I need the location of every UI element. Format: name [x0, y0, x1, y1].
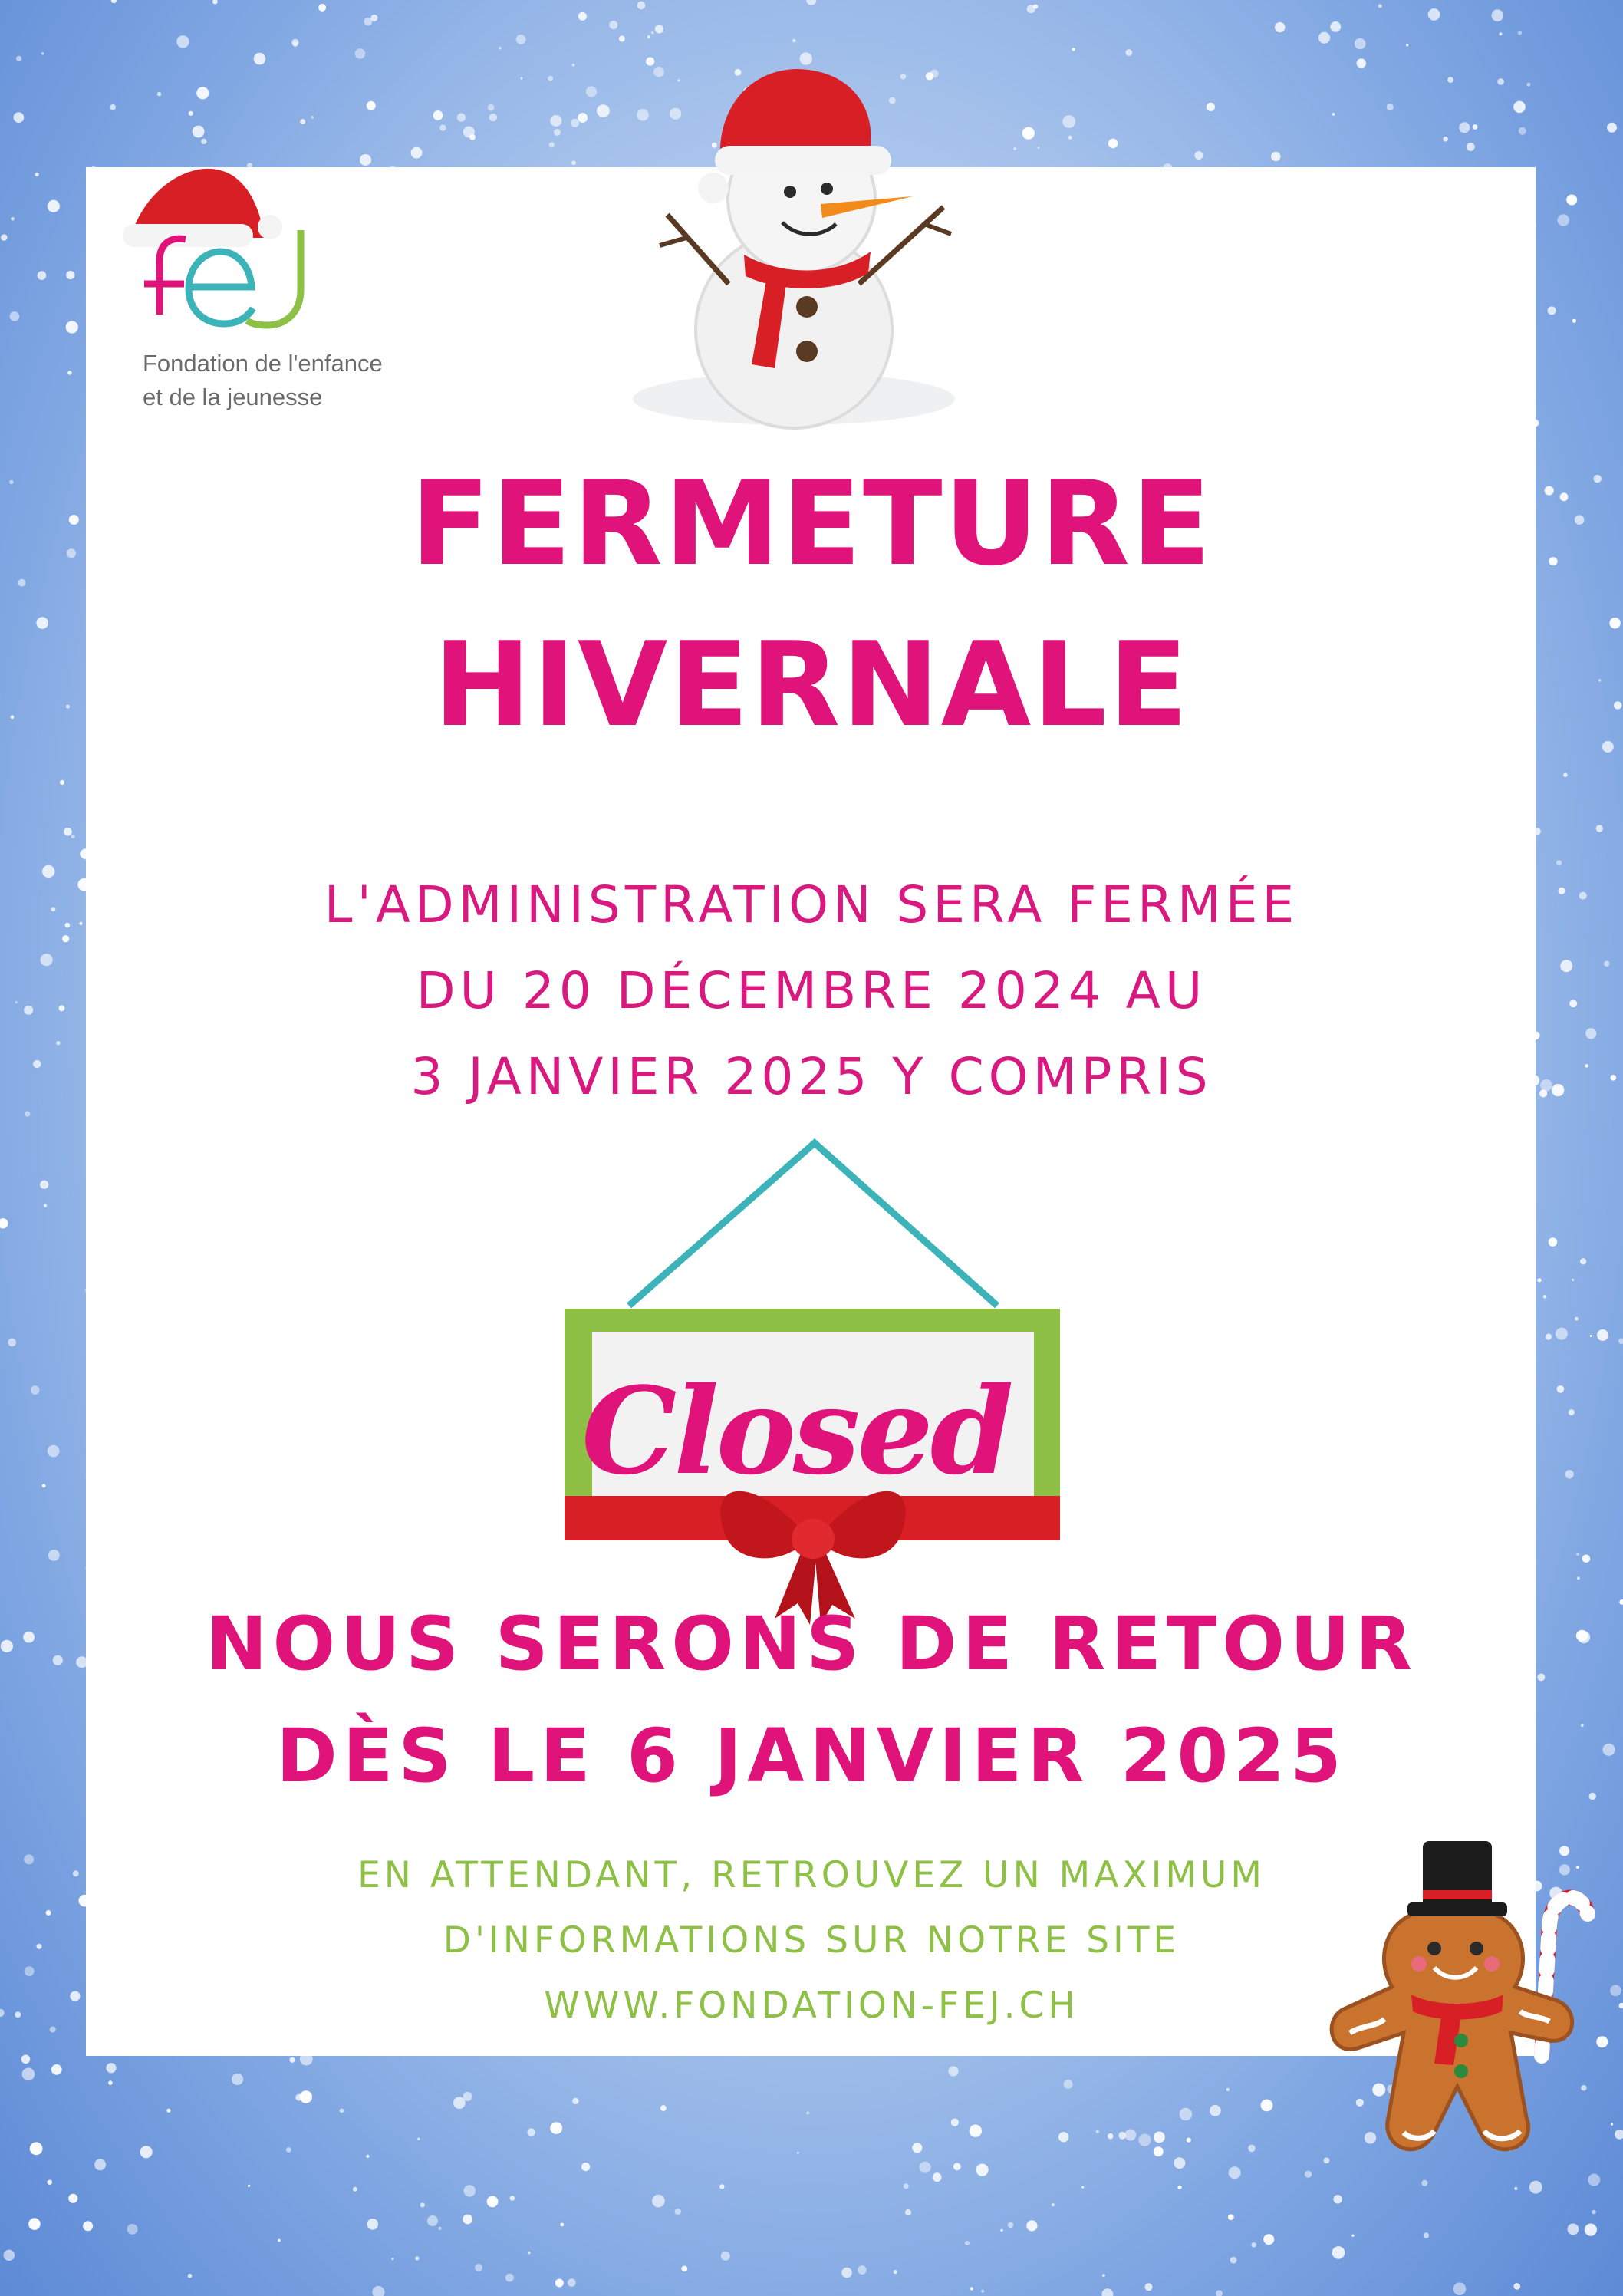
snowflake: [858, 2265, 867, 2275]
return-line1: NOUS SERONS DE RETOUR: [206, 1601, 1417, 1687]
snowflake: [1187, 2138, 1191, 2143]
snowflake: [364, 18, 373, 26]
snowflake: [278, 2239, 281, 2242]
snowflake: [527, 2128, 535, 2136]
snowflake: [417, 2138, 420, 2140]
snowflake: [948, 2066, 958, 2076]
snowflake: [1357, 58, 1366, 68]
website-link[interactable]: WWW.FONDATION-FEJ.CH: [544, 1985, 1079, 2027]
snowflake: [286, 2147, 291, 2153]
snowflake: [110, 104, 116, 110]
snowflake: [1499, 32, 1502, 35]
snowflake: [1138, 2134, 1151, 2146]
snowflake: [1567, 2224, 1579, 2235]
snowflake: [1064, 2080, 1073, 2089]
snowflake: [1101, 2288, 1113, 2296]
snowflake: [681, 2266, 687, 2272]
snowflake: [372, 2286, 384, 2296]
snowflake: [1576, 1553, 1579, 1556]
snowflake: [94, 2159, 106, 2170]
snowflake: [30, 2142, 43, 2155]
snowflake: [1108, 2133, 1114, 2140]
snowflake: [66, 321, 78, 333]
snowflake: [1611, 2123, 1613, 2125]
snowflake: [11, 217, 15, 221]
snowflake: [193, 126, 205, 138]
snowflake: [505, 2274, 514, 2282]
snowflake: [1027, 5, 1035, 13]
snowflake: [520, 77, 522, 80]
snowflake: [792, 39, 795, 42]
snowflake: [201, 139, 206, 144]
snowflake: [953, 2163, 961, 2170]
snowflake: [295, 2094, 302, 2101]
snowflake: [1072, 48, 1075, 51]
snowflake: [8, 1339, 16, 1347]
snowflake: [1261, 2100, 1273, 2112]
snowflake: [970, 2287, 973, 2290]
snowflake: [488, 104, 495, 111]
title-line1: FERMETURE: [410, 456, 1213, 591]
snowflake: [554, 129, 561, 136]
snowflake: [48, 1550, 60, 1561]
snowflake: [355, 48, 365, 58]
snowflake: [67, 371, 71, 374]
snowflake: [516, 35, 526, 44]
snowflake: [660, 2105, 667, 2111]
snowflake: [1154, 2146, 1164, 2156]
snowflake: [1210, 2105, 1221, 2116]
snowflake: [1102, 2274, 1105, 2277]
snowflake: [1000, 2229, 1002, 2232]
snowflake: [1194, 151, 1203, 160]
snowflake: [1229, 2166, 1241, 2179]
snowflake: [340, 2109, 344, 2113]
snowflake: [721, 2252, 730, 2261]
snowflake: [965, 2241, 970, 2245]
snowflake: [1572, 319, 1576, 323]
snowflake: [1226, 2088, 1230, 2091]
snowflake: [1588, 2174, 1600, 2186]
logo-name-line1: Fondation de l'enfance: [143, 350, 383, 377]
snowflake: [1355, 38, 1366, 50]
snowflake: [528, 2252, 531, 2255]
snowflake: [1615, 2130, 1623, 2140]
snowflake: [1473, 124, 1478, 130]
snowflake: [353, 2187, 357, 2192]
snowflake: [127, 2224, 138, 2235]
snowflake: [289, 2057, 295, 2063]
santa-hat-icon: [123, 169, 282, 247]
snowflake: [1124, 2130, 1136, 2141]
snowflake: [1424, 2232, 1429, 2238]
closed-sign-icon: [552, 1135, 1074, 1626]
snowflake: [1563, 773, 1568, 778]
snowflake: [586, 86, 597, 97]
snowflake: [1248, 2145, 1256, 2153]
snowflake: [1125, 49, 1132, 56]
snowflake: [1618, 1339, 1623, 1345]
snowflake: [42, 1484, 46, 1487]
snowflake: [10, 311, 20, 321]
snowflake: [675, 2209, 681, 2215]
info-line1: EN ATTENDANT, RETROUVEZ UN MAXIMUM: [357, 1854, 1266, 1896]
snowflake: [1263, 2234, 1274, 2245]
snowflake: [1585, 2224, 1597, 2236]
snowflake: [1565, 1470, 1573, 1478]
snowflake: [106, 2063, 116, 2073]
snowflake: [1058, 2132, 1068, 2142]
snowflake: [1332, 2246, 1345, 2259]
snowflake: [1596, 825, 1603, 832]
logo-name-line2: et de la jeunesse: [143, 384, 323, 410]
snowflake: [578, 113, 588, 123]
snowflake: [1081, 2186, 1084, 2189]
snowflake: [38, 271, 47, 280]
snowflake: [1228, 2214, 1234, 2220]
snowflake: [1154, 2132, 1165, 2143]
snowflake: [572, 2098, 578, 2104]
snowflake: [1527, 83, 1531, 87]
snowflake: [1580, 1258, 1586, 1264]
snowflake: [572, 64, 575, 67]
snowflake: [1447, 77, 1453, 83]
closed-sign-label: Closed: [581, 1361, 1011, 1501]
snowflake: [550, 2122, 562, 2134]
snowflake: [619, 36, 625, 42]
snowflake: [841, 2268, 852, 2278]
snowflake: [637, 2, 646, 10]
snowflake: [981, 2290, 984, 2293]
snowflake: [188, 2274, 193, 2278]
snowflake: [1230, 2257, 1237, 2264]
snowflake: [1537, 1278, 1541, 1282]
snowflake: [48, 200, 60, 212]
snowflake: [806, 0, 816, 5]
snowflake: [578, 12, 587, 21]
snowflake: [300, 119, 305, 124]
snowflake: [550, 115, 561, 127]
snowflake: [189, 111, 193, 116]
snowflake: [1607, 123, 1617, 133]
snowflake: [571, 160, 576, 165]
snowflake: [1453, 2282, 1467, 2295]
snowflake: [41, 52, 44, 55]
snowflake: [652, 2195, 665, 2208]
snowflake: [1549, 1237, 1558, 1247]
snowflake: [976, 2164, 989, 2176]
snowflake: [1068, 136, 1072, 140]
snowflake: [44, 1204, 48, 1207]
snowflake: [427, 2215, 438, 2226]
snowflake: [1546, 1334, 1552, 1340]
snowflake: [1443, 137, 1448, 142]
closure-line2: DU 20 DÉCEMBRE 2024 AU: [416, 961, 1207, 1020]
snowflake: [1, 234, 7, 240]
snowflake: [1216, 2290, 1223, 2296]
snowflake: [510, 2196, 515, 2201]
snowflake: [291, 39, 298, 46]
snowflake: [1556, 1328, 1568, 1340]
snowflake: [248, 2185, 250, 2187]
snowflake: [415, 2256, 419, 2260]
snowflake: [71, 835, 75, 838]
snowflake: [439, 2227, 442, 2230]
snowflake: [60, 780, 64, 785]
snowflake: [1492, 9, 1504, 21]
snowflake: [111, 0, 117, 3]
snowflake: [549, 142, 555, 147]
snowflake: [560, 2223, 564, 2227]
snowflake: [311, 116, 314, 119]
snowflake: [1514, 2283, 1521, 2290]
snowflake: [48, 1445, 60, 1458]
closure-line3: 3 JANVIER 2025 Y COMPRIS: [410, 1047, 1213, 1106]
snowflake: [14, 112, 25, 123]
snowflake: [1038, 147, 1040, 149]
snowflake: [1096, 2130, 1099, 2133]
gingerbread-man-icon: [1319, 1810, 1611, 2171]
snowflake: [196, 87, 209, 99]
snowflake: [1333, 2195, 1342, 2203]
snowflake: [1459, 122, 1470, 133]
snowflake: [40, 1181, 48, 1189]
snowflake: [1557, 1385, 1565, 1393]
snowflake: [166, 2109, 170, 2113]
logo-organization-name: [143, 347, 383, 414]
snowflake: [68, 2194, 77, 2203]
snowflake: [51, 2064, 62, 2075]
snowflake: [1378, 4, 1382, 8]
snowflake: [367, 2219, 379, 2230]
snowflake: [555, 2279, 564, 2288]
snowflake: [1548, 306, 1556, 315]
snowflake: [4, 2250, 15, 2261]
snowflake: [31, 1385, 40, 1395]
snowflake: [1022, 127, 1035, 140]
snowflake: [951, 2119, 959, 2126]
snowflake: [912, 2143, 922, 2153]
snowflake: [453, 2097, 466, 2109]
snowflake: [489, 114, 497, 121]
snowflake: [571, 119, 579, 127]
snowflake: [597, 104, 610, 117]
snowflake: [433, 110, 443, 120]
snowflake: [140, 2146, 153, 2158]
snowflake: [568, 2278, 576, 2287]
snowflake: [1569, 1409, 1575, 1415]
snowflake: [254, 53, 266, 65]
snowflake: [609, 21, 617, 29]
snowflake: [1582, 1555, 1591, 1563]
snowflake: [1514, 2187, 1517, 2190]
snowflake: [1177, 2186, 1181, 2189]
snowflake: [1318, 32, 1330, 44]
snowflake: [487, 2196, 499, 2208]
snowflake: [1572, 1279, 1574, 1281]
snowflake: [212, 0, 218, 5]
snowflake: [1421, 2180, 1427, 2186]
snowflake: [970, 2125, 982, 2137]
snowflake: [894, 2270, 897, 2274]
snowflake: [1052, 2203, 1055, 2206]
snowflake: [366, 2155, 369, 2158]
snowflake: [1271, 152, 1280, 161]
snowman-icon: [629, 54, 966, 430]
snowflake: [463, 2215, 472, 2225]
snowflake: [1387, 104, 1394, 110]
snowflake: [475, 2264, 482, 2271]
snowflake: [1519, 127, 1526, 135]
snowflake: [1518, 31, 1522, 35]
snowflake: [806, 2111, 809, 2114]
snowflake: [0, 1218, 8, 1228]
snowflake: [457, 114, 466, 122]
title-line2: HIVERNALE: [433, 617, 1190, 753]
snowflake: [1251, 2242, 1256, 2248]
snowflake: [933, 2172, 942, 2182]
snowflake: [1108, 139, 1118, 149]
snowflake: [1428, 8, 1440, 21]
snowflake: [420, 2202, 425, 2207]
snowflake: [581, 2163, 590, 2171]
snowflake: [66, 271, 74, 279]
snowflake: [1497, 78, 1504, 85]
snowflake: [1467, 143, 1475, 151]
snowflake: [1543, 1295, 1547, 1299]
snowflake: [647, 35, 650, 38]
snowflake: [463, 127, 475, 138]
snowflake: [1406, 44, 1408, 46]
snowflake: [157, 92, 161, 96]
snowflake: [1351, 2235, 1354, 2237]
snowflake: [920, 2162, 931, 2173]
info-line2: D'INFORMATIONS SUR NOTRE SITE: [443, 1919, 1180, 1962]
snowflake: [28, 2218, 41, 2230]
snowflake: [21, 2055, 31, 2064]
snowflake: [64, 828, 72, 836]
snowflake: [499, 47, 501, 49]
snowflake: [1008, 2222, 1013, 2228]
snowflake: [651, 31, 653, 34]
snowflake: [48, 2180, 52, 2185]
snowflake: [1145, 2283, 1153, 2291]
snowflake: [904, 2183, 909, 2189]
snowflake: [797, 2152, 799, 2154]
snowflake: [1575, 1317, 1579, 1321]
return-line2: DÈS LE 6 JANVIER 2025: [276, 1713, 1347, 1799]
snowflake: [1305, 2171, 1312, 2178]
snowflake: [1529, 2181, 1542, 2194]
snowflake: [1207, 103, 1215, 111]
snowflake: [463, 2185, 476, 2197]
snowflake: [463, 2092, 472, 2101]
snowflake: [176, 35, 189, 48]
snowflake: [1180, 2108, 1193, 2121]
snowflake: [439, 124, 446, 130]
snowflake: [1592, 2210, 1596, 2215]
snowflake: [1014, 147, 1016, 150]
snowflake: [1513, 101, 1526, 114]
snowflake: [1026, 2220, 1037, 2231]
snowflake: [1174, 2157, 1185, 2169]
snowflake: [1332, 113, 1335, 116]
snowflake: [548, 76, 553, 81]
closure-line1: L'ADMINISTRATION SERA FERMÉE: [324, 875, 1299, 934]
snowflake: [318, 4, 326, 12]
snowflake: [35, 173, 38, 176]
snowflake: [1557, 214, 1569, 226]
snowflake: [391, 2258, 393, 2260]
snowflake: [1597, 1329, 1608, 1341]
snowflake: [1590, 1335, 1592, 1337]
snowflake: [367, 101, 376, 110]
snowflake: [16, 56, 21, 61]
snowflake: [719, 2184, 724, 2189]
snowflake: [1330, 21, 1341, 32]
snowflake: [1566, 195, 1577, 206]
snowflake: [655, 25, 663, 33]
snowflake: [22, 2068, 35, 2081]
snowflake: [232, 2074, 243, 2085]
snowflake: [1275, 22, 1285, 32]
snowflake: [905, 2209, 911, 2215]
snowflake: [1062, 115, 1075, 128]
snowflake: [1577, 1576, 1580, 1580]
snowflake: [83, 2221, 93, 2231]
snowflake: [108, 2080, 113, 2085]
